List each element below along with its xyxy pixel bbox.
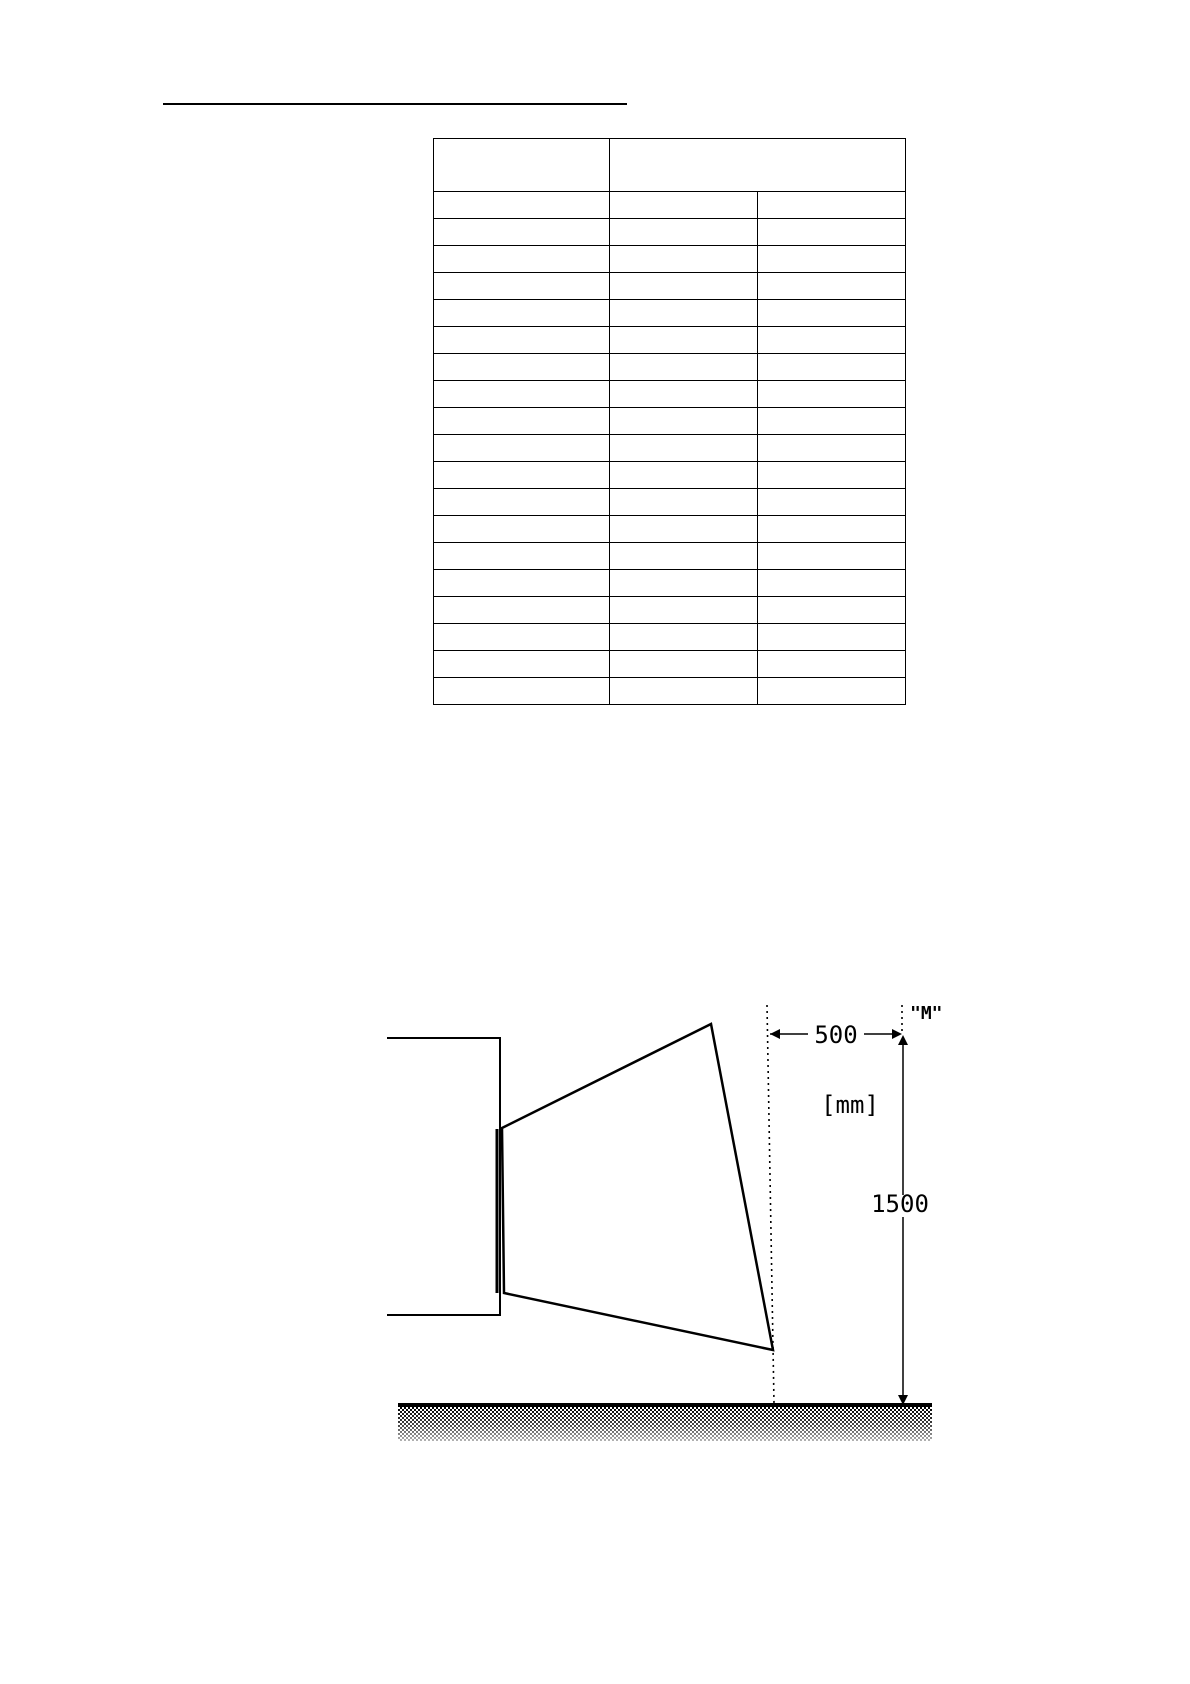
table-cell xyxy=(758,354,906,381)
table-cell xyxy=(610,462,758,489)
table-row xyxy=(434,678,906,705)
table-cell xyxy=(434,624,610,651)
table-cell xyxy=(434,678,610,705)
table-cell xyxy=(758,489,906,516)
table-cell xyxy=(434,300,610,327)
table-row xyxy=(434,435,906,462)
table-cell xyxy=(610,192,758,219)
table-cell xyxy=(434,219,610,246)
table-cell xyxy=(758,570,906,597)
table-cell xyxy=(434,381,610,408)
table-cell xyxy=(610,327,758,354)
table-cell xyxy=(758,300,906,327)
table-row xyxy=(434,273,906,300)
table-cell xyxy=(758,462,906,489)
table-header-row xyxy=(434,139,906,192)
table-cell xyxy=(434,273,610,300)
table-row xyxy=(434,624,906,651)
table-cell xyxy=(434,651,610,678)
table-cell xyxy=(610,246,758,273)
header-cell xyxy=(434,139,610,192)
table-cell xyxy=(610,408,758,435)
table-cell xyxy=(610,273,758,300)
table-cell xyxy=(434,435,610,462)
dimension-drawing xyxy=(380,995,960,1445)
table-cell xyxy=(434,489,610,516)
table-row xyxy=(434,354,906,381)
table-cell xyxy=(434,570,610,597)
table-cell xyxy=(610,489,758,516)
table-row xyxy=(434,597,906,624)
table-row xyxy=(434,300,906,327)
table-cell xyxy=(434,543,610,570)
table-cell xyxy=(758,543,906,570)
table-cell xyxy=(758,219,906,246)
table-row xyxy=(434,570,906,597)
table-row xyxy=(434,381,906,408)
table-cell xyxy=(610,300,758,327)
table-cell xyxy=(434,408,610,435)
horizontal-dimension-label: 500 xyxy=(814,1021,858,1049)
table-row xyxy=(434,462,906,489)
table-cell xyxy=(610,435,758,462)
table-cell xyxy=(610,354,758,381)
ground-hatching xyxy=(398,1403,932,1441)
mirror-housing-outline xyxy=(502,1024,773,1350)
table-cell xyxy=(758,516,906,543)
table-cell xyxy=(758,624,906,651)
table-row xyxy=(434,246,906,273)
table-cell xyxy=(758,678,906,705)
table-cell xyxy=(434,597,610,624)
table-row xyxy=(434,516,906,543)
table-row xyxy=(434,489,906,516)
header-cell xyxy=(610,139,906,192)
table-cell xyxy=(434,192,610,219)
table-cell xyxy=(610,543,758,570)
marker-label: "M" xyxy=(910,1003,943,1024)
table-cell xyxy=(434,516,610,543)
table-row xyxy=(434,408,906,435)
table-cell xyxy=(610,516,758,543)
table-cell xyxy=(610,678,758,705)
table-row xyxy=(434,327,906,354)
vertical-dimension-label: 1500 xyxy=(871,1190,929,1218)
table-cell xyxy=(758,327,906,354)
table-cell xyxy=(758,435,906,462)
horizontal-dimension xyxy=(770,1021,902,1049)
table-row xyxy=(434,192,906,219)
table-body xyxy=(434,192,906,705)
table-cell xyxy=(758,192,906,219)
table-cell xyxy=(434,327,610,354)
table-cell xyxy=(610,219,758,246)
unit-label: [mm] xyxy=(821,1091,879,1119)
table-cell xyxy=(610,651,758,678)
table-cell xyxy=(758,381,906,408)
table-cell xyxy=(434,354,610,381)
table-row xyxy=(434,543,906,570)
table-cell xyxy=(758,651,906,678)
table-cell xyxy=(434,462,610,489)
vehicle-body-outline xyxy=(387,1038,500,1315)
table-cell xyxy=(434,246,610,273)
table-row xyxy=(434,219,906,246)
table-cell xyxy=(610,570,758,597)
table-cell xyxy=(758,408,906,435)
table-row xyxy=(434,651,906,678)
table-cell xyxy=(758,246,906,273)
table-cell xyxy=(610,597,758,624)
table-cell xyxy=(758,597,906,624)
vertical-dimension xyxy=(871,1035,929,1405)
table-cell xyxy=(758,273,906,300)
data-table xyxy=(433,138,906,705)
table-cell xyxy=(610,381,758,408)
table-cell xyxy=(610,624,758,651)
title-underline xyxy=(163,103,627,105)
